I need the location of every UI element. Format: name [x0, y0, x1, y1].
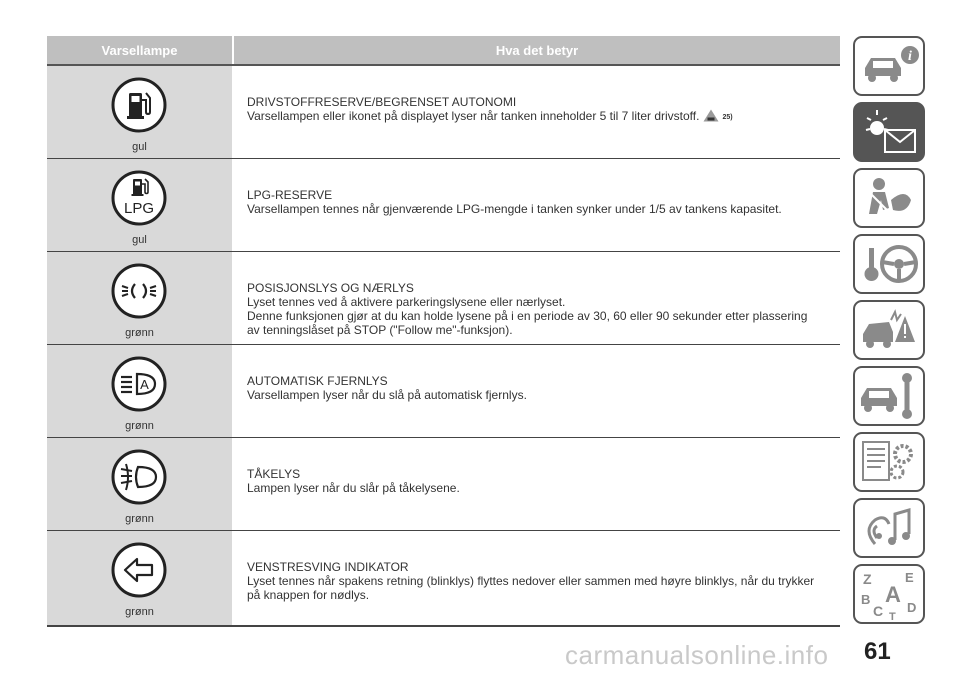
left-turn-arrow-icon: [110, 541, 168, 599]
row-title: POSISJONSLYS OG NÆRLYS: [247, 281, 414, 295]
svg-text:i: i: [908, 49, 912, 64]
row-text: Varsellampen tennes når gjenværende LPG-mengde i tanken synker under 1/5 av tankens kapasitet.: [247, 202, 782, 216]
svg-text:B: B: [861, 592, 871, 607]
chapter-tab-index[interactable]: [853, 564, 925, 624]
warning-lights-icon: [855, 104, 923, 160]
chapter-tab-multimedia[interactable]: [853, 498, 925, 558]
page-number: 61: [864, 638, 891, 665]
row-title: LPG-RESERVE: [247, 188, 333, 202]
row-text: Varsellampen eller ikonet på displayet lyser når tanken inneholder 5 til 7 liter drivstoff.: [247, 109, 700, 123]
steering-wheel-key-icon: [855, 236, 923, 292]
watermark: carmanualsonline.info: [565, 640, 829, 670]
svg-text:A: A: [140, 377, 149, 392]
row-title: DRIVSTOFFRESERVE/BEGRENSET AUTONOMI: [247, 95, 517, 109]
chapter-tab-starting-driving[interactable]: [853, 234, 925, 294]
accident-icon: [855, 302, 923, 358]
fog-light-icon: [110, 448, 168, 506]
chapter-tab-car-info[interactable]: [853, 36, 925, 96]
table-row: [47, 159, 840, 252]
svg-text:C: C: [873, 603, 884, 619]
light-color: gul: [132, 141, 147, 153]
table-row: [47, 252, 840, 345]
lpg-icon: [110, 169, 168, 227]
header-meaning: Hva det betyr: [495, 42, 579, 58]
table-row: [47, 66, 840, 159]
svg-text:T: T: [889, 611, 896, 622]
fuel-pump-icon: [110, 76, 168, 134]
header-warning-light: Varsellampe: [47, 36, 234, 64]
chapter-tab-maintenance[interactable]: [853, 366, 925, 426]
table-row: [47, 345, 840, 438]
technical-data-icon: [855, 434, 923, 490]
row-text: på knappen for nødlys.: [247, 588, 370, 602]
svg-text:A: A: [885, 582, 901, 607]
light-color: grønn: [125, 420, 154, 432]
svg-text:E: E: [905, 570, 914, 585]
light-color: grønn: [125, 513, 154, 525]
table-row: [47, 438, 840, 531]
chapter-tab-safety[interactable]: [853, 168, 925, 228]
index-letters-icon: [855, 566, 923, 622]
car-info-icon: [855, 38, 923, 94]
svg-text:D: D: [907, 600, 917, 615]
row-text: Lampen lyser når du slår på tåkelysene.: [247, 481, 460, 495]
chapter-tab-technical-data[interactable]: [853, 432, 925, 492]
warning-lights-table: [47, 36, 840, 627]
row-text: av tenningslåset på STOP ("Follow me"-funksjon).: [247, 323, 513, 337]
car-maintenance-icon: [855, 368, 923, 424]
row-text: Lyset tennes ved å aktivere parkeringslysene eller nærlyset.: [247, 295, 566, 309]
table-row: [47, 531, 840, 627]
reference-number: 25): [722, 114, 733, 121]
row-title: TÅKELYS: [247, 467, 301, 481]
position-lights-icon: [110, 262, 168, 320]
row-text: Lyset tennes når spakens retning (blinklys) flyttes nedover eller sammen med høyre blinklys, når du trykker: [247, 574, 815, 588]
warning-triangle-icon: [703, 109, 719, 125]
svg-text:LPG: LPG: [123, 200, 155, 217]
row-text: Varsellampen lyser når du slå på automatisk fjernlys.: [247, 388, 527, 402]
light-color: grønn: [125, 327, 154, 339]
row-title: VENSTRESVING INDIKATOR: [247, 560, 409, 574]
auto-high-beam-icon: [110, 355, 168, 413]
svg-text:Z: Z: [863, 571, 872, 587]
light-color: grønn: [125, 606, 154, 618]
light-color: gul: [132, 234, 147, 246]
table-header: [47, 36, 840, 66]
chapter-tab-emergency[interactable]: [853, 300, 925, 360]
row-text: Denne funksjonen gjør at du kan holde lysene på i en periode av 30, 60 eller 90 sekunder etter plassering: [247, 309, 808, 323]
safety-airbag-icon: [855, 170, 923, 226]
multimedia-icon: [855, 500, 923, 556]
chapter-tab-warning-lights[interactable]: [853, 102, 925, 162]
row-title: AUTOMATISK FJERNLYS: [247, 374, 388, 388]
